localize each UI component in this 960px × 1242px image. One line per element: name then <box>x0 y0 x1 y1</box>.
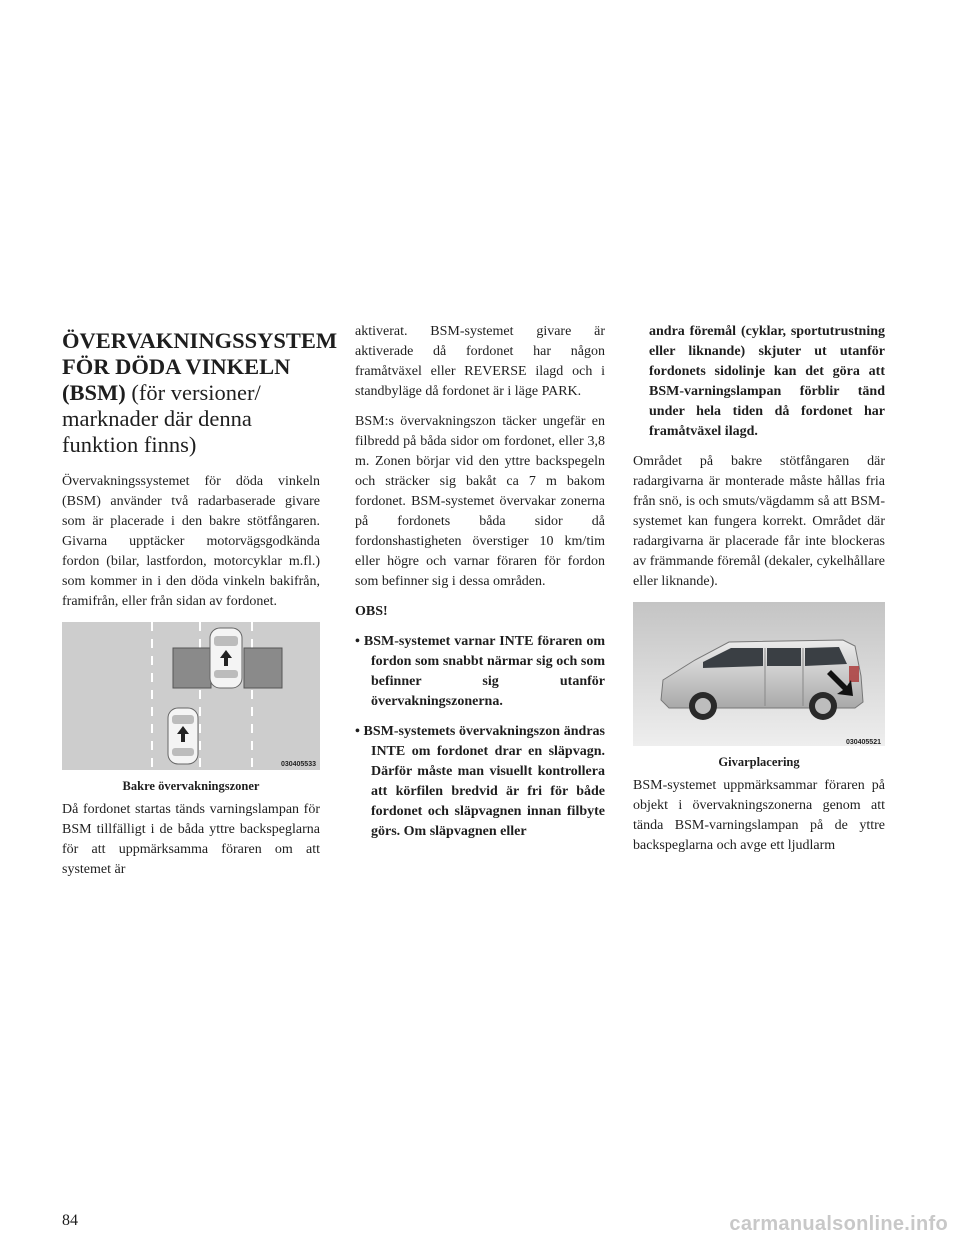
rear-zones-illustration <box>62 622 320 770</box>
notes-list <box>355 632 605 842</box>
zone-right <box>244 648 282 688</box>
zone-left <box>173 648 211 688</box>
note-heading: OBS! <box>355 604 388 619</box>
column-3 <box>633 322 885 866</box>
figure-code: 030405533 <box>280 761 316 768</box>
figure-sensor-location <box>633 602 885 770</box>
startup-paragraph: Då fordonet startas tänds varningslampan för BSM tillfälligt i de båda yttre backspeglarna för att uppmärksamma föraren om att systemet är <box>62 802 320 877</box>
car-rear <box>168 708 198 764</box>
heading-light: (för versioner/ marknader där denna funktion finns) <box>62 380 261 457</box>
activation-paragraph: aktiverat. BSM-systemet givare är aktiverade då fordonet har någon framåtväxel eller REVERSE ilagd och i standbyläge då fordonet är i läge PARK. <box>355 324 605 399</box>
figure-caption: Bakre övervakningszoner <box>122 779 260 793</box>
heading-bold: ÖVERVAKNINGSSYSTEM FÖR DÖDA VINKELN (BSM) <box>62 328 338 405</box>
figure-rear-zones <box>62 622 320 794</box>
bumper-paragraph: Området på bakre stötfångaren där radargivarna är monterade måste hållas fria från snö, is och smuts/vägdamm så att BSM-systemet kan fungera korrekt. Området där radargivarna är placerade får inte blockeras av främmande föremål (dekaler, cykelhållare eller liknande). <box>633 454 885 589</box>
column-2 <box>355 322 605 852</box>
zone-paragraph: BSM:s övervakningszon täcker ungefär en filbredd på båda sidor om fordonet, eller 3,8 m. Zonen börjar vid den yttre backspegeln och sträcker sig bakåt ca 7 m bakom fordonet. BSM-systemet övervakar zonerna på fordonets båda sidor då fordonshastigheten överstiger 10 km/tim eller högre och varnar föraren för fordon som befinner sig i dessa områden. <box>355 414 605 589</box>
intro-paragraph: Övervakningssystemet för döda vinkeln (BSM) använder två radarbaserade givare som är placerade i den bakre stötfångaren. Givarna upptäcker motorvägsgodkända fordon (bilar, lastfordon, motorcyklar m.fl.) som kommer in i den döda vinkeln bakifrån, framifrån, eller från sidan av fordonet. <box>62 474 320 609</box>
column-1 <box>62 328 338 890</box>
note-continuation: andra föremål (cyklar, sportutrustning eller liknande) skjuter ut utanför fordonets sidolinje kan det göra att BSM-varningslampan förblir tänd under hela tiden då fordonet har framåtväxel ilagd. <box>649 324 885 439</box>
watermark: carmanualsonline.info <box>729 1213 948 1235</box>
figure-caption: Givarplacering <box>718 755 800 769</box>
car-front <box>210 628 242 688</box>
alert-paragraph: BSM-systemet uppmärksammar föraren på objekt i övervakningszonerna genom att tända BSM-varningslampan på de yttre backspeglarna och avge ett ljudlarm <box>633 778 885 853</box>
note-item: • BSM-systemets övervakningszon ändras INTE om fordonet drar en släpvagn. Därför måste man visuellt kontrollera att körfilen bredvid är fri för både fordonet och släpvagnen innan filbyte görs. Om släpvagnen eller <box>355 724 605 839</box>
section-heading <box>62 328 338 458</box>
note-item: • BSM-systemet varnar INTE föraren om fordon som snabbt närmar sig och som befinner sig utanför övervakningszonerna. <box>355 634 605 709</box>
page-number: 84 <box>62 1212 78 1229</box>
minivan-illustration <box>633 602 885 746</box>
figure-code: 030405521 <box>845 739 881 746</box>
